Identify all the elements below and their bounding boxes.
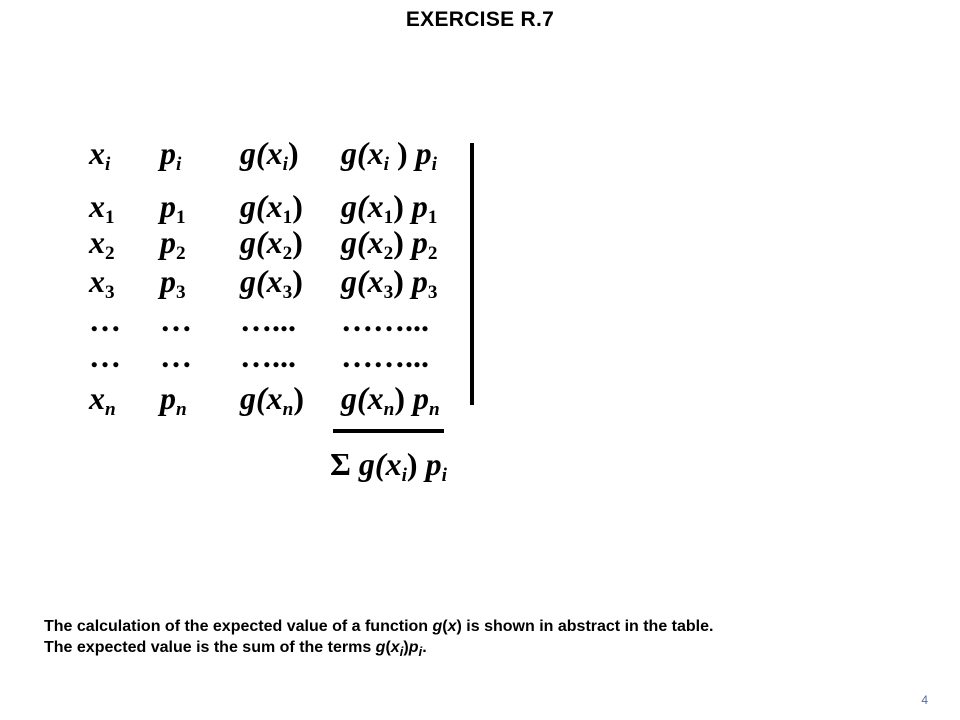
row1-gp: $g(x_1)$ $p_1$ bbox=[341, 188, 438, 228]
row3-g: $g(x_3)$ bbox=[240, 263, 303, 303]
sigma-symbol: Σ bbox=[330, 446, 351, 482]
ellipsis1-c1: … bbox=[89, 302, 121, 338]
row3-p: $p_3$ bbox=[160, 263, 186, 303]
sum-expression: Σ $g(x_i)$ $p_i$ bbox=[330, 446, 447, 486]
row3-x: $x_3$ bbox=[89, 263, 115, 303]
header-x: $x_i$ bbox=[89, 135, 111, 175]
row1-p: $p_1$ bbox=[160, 188, 186, 228]
rown-p: $p_n$ bbox=[160, 380, 187, 420]
row2-p: $p_2$ bbox=[160, 224, 186, 264]
sum-rule bbox=[333, 429, 444, 433]
row1-g: $g(x_1)$ bbox=[240, 188, 303, 228]
row2-gp: $g(x_2)$ $p_2$ bbox=[341, 224, 438, 264]
ellipsis1-c2: … bbox=[160, 302, 192, 338]
ellipsis2-c4: ……... bbox=[341, 338, 429, 374]
page-number: 4 bbox=[921, 693, 928, 707]
header-p: $p_i$ bbox=[160, 135, 182, 175]
ellipsis2-c3: …... bbox=[240, 338, 296, 374]
ellipsis1-c3: …... bbox=[240, 302, 296, 338]
rown-g: $g(x_n)$ bbox=[240, 380, 304, 420]
rown-gp: $g(x_n)$ $p_n$ bbox=[341, 380, 440, 420]
ellipsis2-c2: … bbox=[160, 338, 192, 374]
caption-line-2: The expected value is the sum of the terms $g(x_i)p_i$. bbox=[44, 639, 427, 660]
slide-title: EXERCISE R.7 bbox=[405, 8, 555, 31]
rown-x: $x_n$ bbox=[89, 380, 116, 420]
row3-gp: $g(x_3)$ $p_3$ bbox=[341, 263, 438, 303]
header-g: $g(x_i)$ bbox=[240, 135, 299, 175]
row1-x: $x_1$ bbox=[89, 188, 115, 228]
row2-x: $x_2$ bbox=[89, 224, 115, 264]
row2-g: $g(x_2)$ bbox=[240, 224, 303, 264]
header-gp: $g(x_i$ ) $p_i$ bbox=[341, 135, 437, 175]
vertical-divider bbox=[470, 143, 474, 405]
ellipsis1-c4: ……... bbox=[341, 302, 429, 338]
ellipsis2-c1: … bbox=[89, 338, 121, 374]
caption bbox=[44, 616, 924, 662]
caption-line-1: The calculation of the expected value of a function g(x) is shown in abstract in the table. bbox=[44, 618, 714, 635]
